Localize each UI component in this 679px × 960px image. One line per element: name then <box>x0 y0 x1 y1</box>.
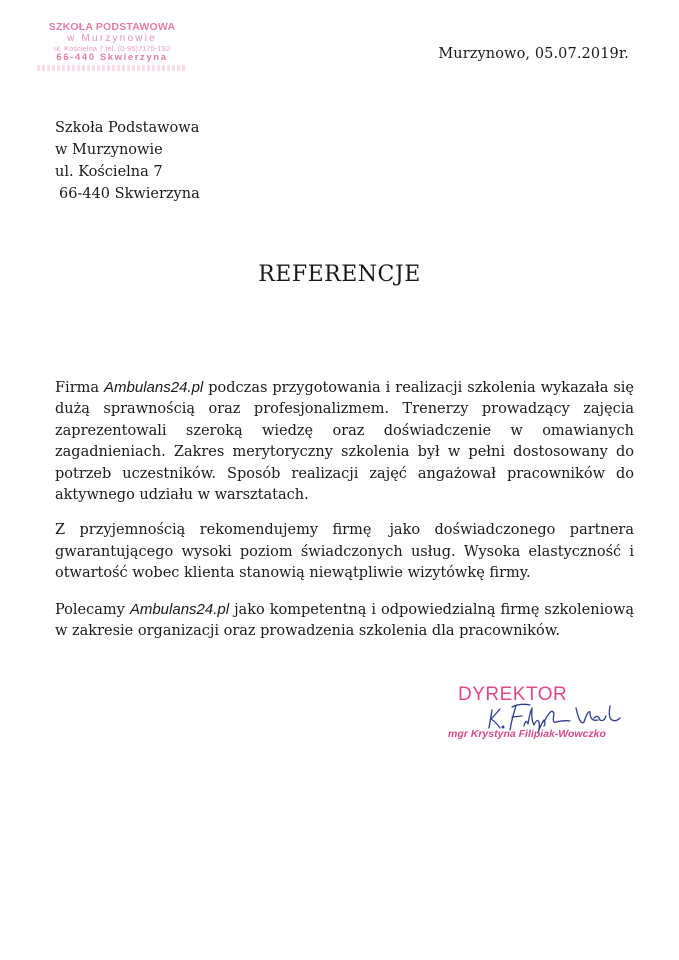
stamp-locality: w Murzynowie <box>67 32 157 44</box>
address-line: Szkoła Podstawowa <box>55 120 200 136</box>
stamp-address-phone: ul. Kościelna 7 tel. (0-95)7175-192 <box>53 43 171 53</box>
signature-stroke <box>510 706 516 730</box>
director-name: mgr Krystyna Filipiak-Wowczko <box>448 728 606 740</box>
text: Z przyjemnością rekomendujemy firmę <box>55 522 372 539</box>
stamp-faded-line <box>37 65 187 71</box>
text: Polecamy <box>55 601 125 618</box>
signature-stroke <box>576 708 598 723</box>
recipient-address <box>55 117 200 205</box>
stamp-school-name: SZKOŁA PODSTAWOWA <box>48 21 176 33</box>
address-line: w Murzynowie <box>55 142 163 158</box>
signature-stroke <box>609 706 620 721</box>
place-date: Murzynowo, 05.07.2019r. <box>438 46 629 62</box>
text: Firma <box>55 380 100 396</box>
document-title: REFERENCJE <box>258 262 421 287</box>
text: jako doświadczonego partnera gwarantującego wysoki poziom świadczonych usług. Wysoka elastyczność i otwartość wobec klienta stanowią niewątpliwie wizytówkę firmy. <box>55 522 634 582</box>
text: jako kompetentną i odpowiedzialną firmę szkoleniową w zakresie organizacji oraz prowadzenia szkolenia dla pracowników. <box>55 601 635 640</box>
text: podczas przygotowania i realizacji szkolenia wykazała się dużą sprawnością oraz profesjonalizmem. Trenerzy prowadzący zajęcia zaprezentowali szeroką wiedzę oraz doświadczenie w omawianych zagadnieniach. Zakres merytoryczny szkolenia był w pełni dostosowany do potrzeb uczestników. Sposób realizacji zajęć angażował pracowników do aktywnego udziału w warsztatach. <box>55 380 635 504</box>
company-name: Ambulans24.pl <box>129 600 230 618</box>
school-stamp <box>32 22 192 71</box>
paragraph <box>55 520 634 584</box>
signature-stroke <box>512 704 530 707</box>
stamp-postal-city: 66-440 Skwierzyna <box>56 52 168 64</box>
address-line: ul. Kościelna 7 <box>55 164 163 180</box>
paragraph <box>55 599 634 643</box>
letter-body <box>55 377 634 656</box>
signature-stroke <box>544 711 570 722</box>
address-line: 66-440 Skwierzyna <box>59 186 200 202</box>
company-name: Ambulans24.pl <box>104 379 204 396</box>
director-stamp-title: DYREKTOR <box>458 684 568 705</box>
paragraph <box>55 377 634 506</box>
